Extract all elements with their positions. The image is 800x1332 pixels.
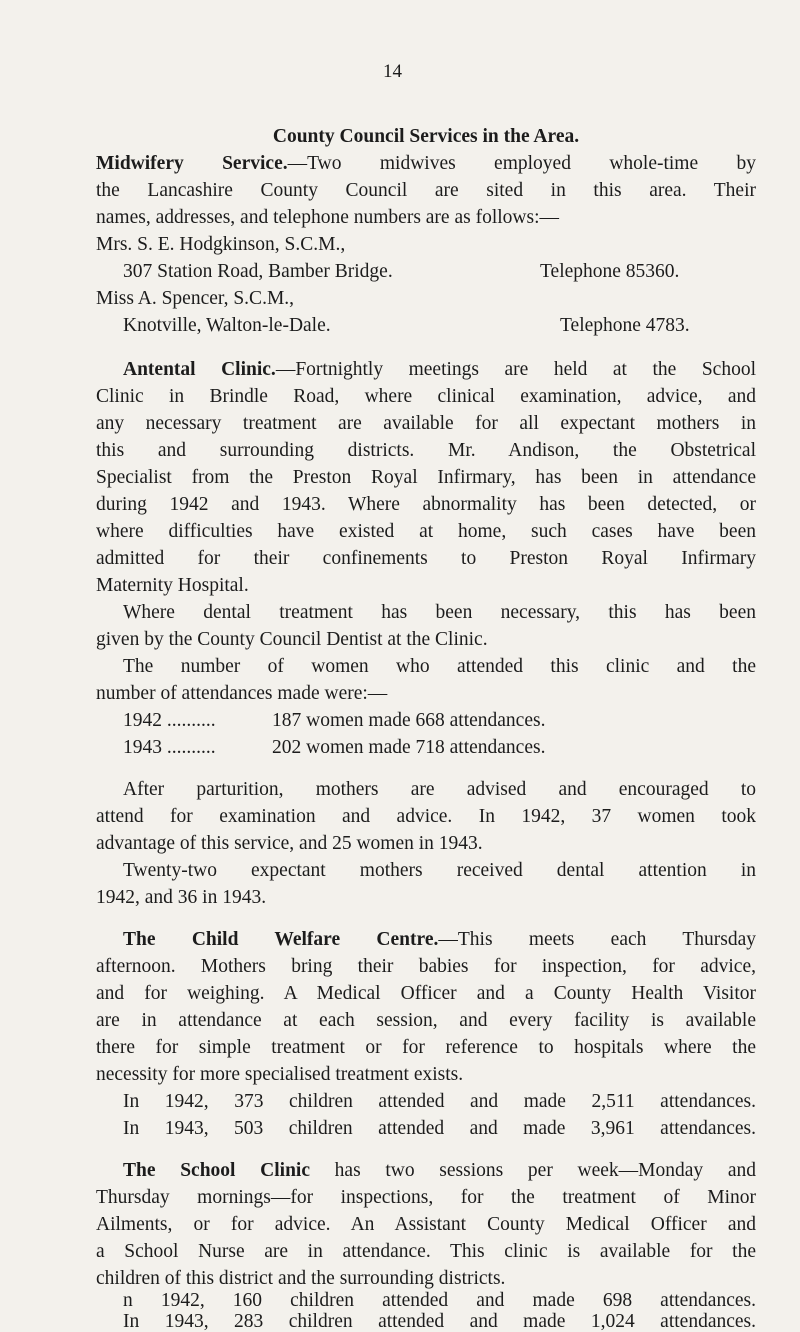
midwife-2-address: Knotville, Walton-le-Dale. <box>123 315 331 336</box>
dental-line-2: given by the County Council Dentist at the Clinic. <box>96 629 488 650</box>
antenatal-line-5: Specialist from the Preston Royal Infirmary, has been in attendance <box>96 467 756 488</box>
school-line-5: children of this district and the surrounding districts. <box>96 1268 506 1289</box>
antenatal-line-4: this and surrounding districts. Mr. Andison, the Obstetrical <box>96 440 756 461</box>
school-title: The School Clinic <box>123 1160 310 1181</box>
welfare-line-1: The Child Welfare Centre.—This meets each Thursday <box>123 929 756 950</box>
midwife-1-address: 307 Station Road, Bamber Bridge. <box>123 261 393 282</box>
antenatal-line-2: Clinic in Brindle Road, where clinical examination, advice, and <box>96 386 756 407</box>
stat-1943-year: 1943 .......... <box>123 737 216 758</box>
after-line-2: attend for examination and advice. In 1942, 37 women took <box>96 806 756 827</box>
after-line-1: After parturition, mothers are advised and encouraged to <box>123 779 756 800</box>
school-stat-1943: In 1943, 283 children attended and made 1,024 attendances. <box>123 1311 756 1332</box>
number-line-1: The number of women who attended this clinic and the <box>123 656 756 677</box>
midwifery-title: Midwifery Service. <box>96 153 288 174</box>
school-line-3: Ailments, or for advice. An Assistant County Medical Officer and <box>96 1214 756 1235</box>
welfare-line-2: afternoon. Mothers bring their babies for inspection, for advice, <box>96 956 756 977</box>
antenatal-line-1: Antental Clinic.—Fortnightly meetings are held at the School <box>123 359 756 380</box>
antenatal-line-3: any necessary treatment are available for all expectant mothers in <box>96 413 756 434</box>
midwife-1-name: Mrs. S. E. Hodgkinson, S.C.M., <box>96 234 346 255</box>
page-number: 14 <box>383 61 402 82</box>
school-line-4: a School Nurse are in attendance. This clinic is available for the <box>96 1241 756 1262</box>
midwife-2-name: Miss A. Spencer, S.C.M., <box>96 288 295 309</box>
midwife-2-phone: Telephone 4783. <box>560 315 690 336</box>
antenatal-line-7: where difficulties have existed at home, such cases have been <box>96 521 756 542</box>
antenatal-title: Antental Clinic. <box>123 359 276 380</box>
section-heading: County Council Services in the Area. <box>272 126 580 147</box>
antenatal-line-8: admitted for their confinements to Preston Royal Infirmary <box>96 548 756 569</box>
school-line-2: Thursday mornings—for inspections, for the treatment of Minor <box>96 1187 756 1208</box>
welfare-line-5: there for simple treatment or for reference to hospitals where the <box>96 1037 756 1058</box>
school-stat-1942: n 1942, 160 children attended and made 698 attendances. <box>123 1290 756 1311</box>
after-line-3: advantage of this service, and 25 women in 1943. <box>96 833 483 854</box>
welfare-line-4: are in attendance at each session, and every facility is available <box>96 1010 756 1031</box>
welfare-line-6: necessity for more specialised treatment exists. <box>96 1064 464 1085</box>
midwifery-line-3: names, addresses, and telephone numbers are as follows:— <box>96 207 559 228</box>
welfare-stat-1942: In 1942, 373 children attended and made 2,511 attendances. <box>123 1091 756 1112</box>
welfare-stat-1943: In 1943, 503 children attended and made 3,961 attendances. <box>123 1118 756 1139</box>
dental-line-1: Where dental treatment has been necessary, this has been <box>123 602 756 623</box>
antenatal-line-9: Maternity Hospital. <box>96 575 249 596</box>
stat-1942-year: 1942 .......... <box>123 710 216 731</box>
antenatal-line-6: during 1942 and 1943. Where abnormality has been detected, or <box>96 494 756 515</box>
school-line-1: The School Clinic has two sessions per week—Monday and <box>123 1160 756 1181</box>
stat-1943-text: 202 women made 718 attendances. <box>272 737 546 758</box>
dental2-line-1: Twenty-two expectant mothers received dental attention in <box>123 860 756 881</box>
welfare-title: The Child Welfare Centre. <box>123 929 439 950</box>
number-line-2: number of attendances made were:— <box>96 683 388 704</box>
dental2-line-2: 1942, and 36 in 1943. <box>96 887 267 908</box>
stat-1942-text: 187 women made 668 attendances. <box>272 710 546 731</box>
midwifery-line-1: Midwifery Service.—Two midwives employed whole-time by <box>96 153 756 174</box>
midwifery-line-2: the Lancashire County Council are sited in this area. Their <box>96 180 756 201</box>
midwife-1-phone: Telephone 85360. <box>540 261 680 282</box>
welfare-line-3: and for weighing. A Medical Officer and a County Health Visitor <box>96 983 756 1004</box>
